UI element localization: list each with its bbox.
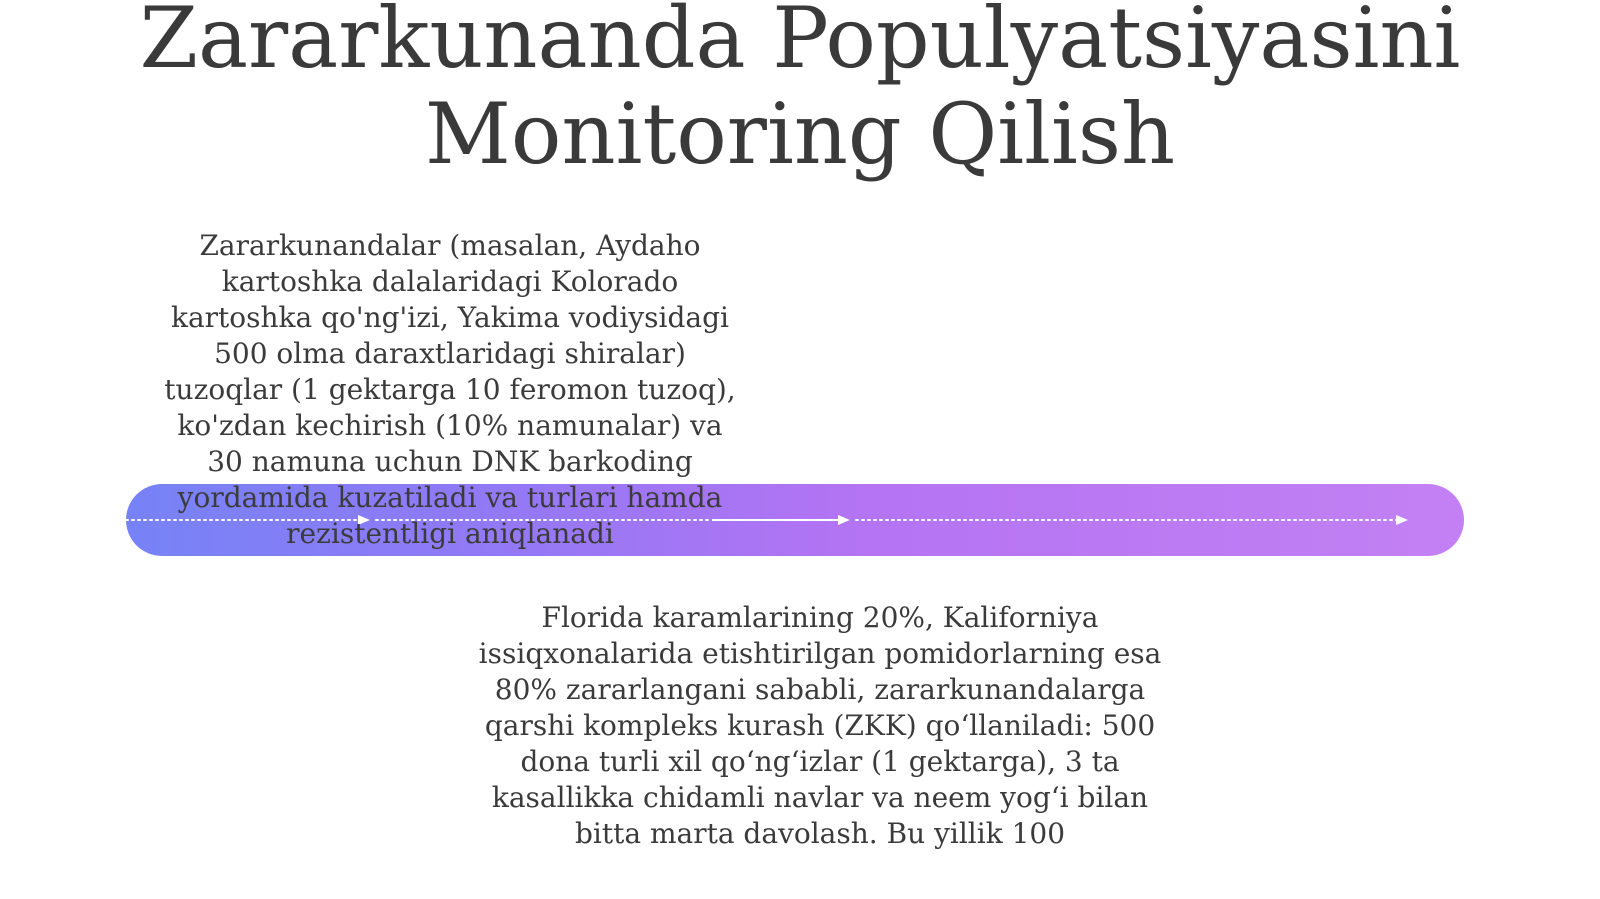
text-block-monitoring: Zararkunandalar (masalan, Aydaho kartoshka dalalaridagi Kolorado kartoshka qo'ng'izi, Yakima vodiysidagi 500 olma daraxtlaridagi shiralar) tuzoqlar (1 gektarga 10 feromon tuzoq), ko'zdan kechirish (10% namunalar) va 30 namuna uchun DNK barkoding yordamida kuzatiladi va turlari hamda rezistentligi aniqlanadi xyxy=(164,229,736,550)
slide-title: Zararkunanda Populyatsiyasini Monitoring Qilish xyxy=(139,0,1461,183)
text-block-integrated-control: Florida karamlarining 20%, Kaliforniya issiqxonalarida etishtirilgan pomidorlarning esa 80% zararlangani sababli, zararkunandalarga qarshi kompleks kurash (ZKK) qo‘llaniladi: 500 dona turli xil qo‘ng‘izlar (1 gektarga), 3 ta kasallikka chidamli navlar va neem yog‘i bilan bitta marta davolash. Bu yillik 100 xyxy=(478,601,1162,850)
timeline-arrowhead-middle xyxy=(838,515,850,525)
timeline-arrowhead-right xyxy=(1396,515,1408,525)
